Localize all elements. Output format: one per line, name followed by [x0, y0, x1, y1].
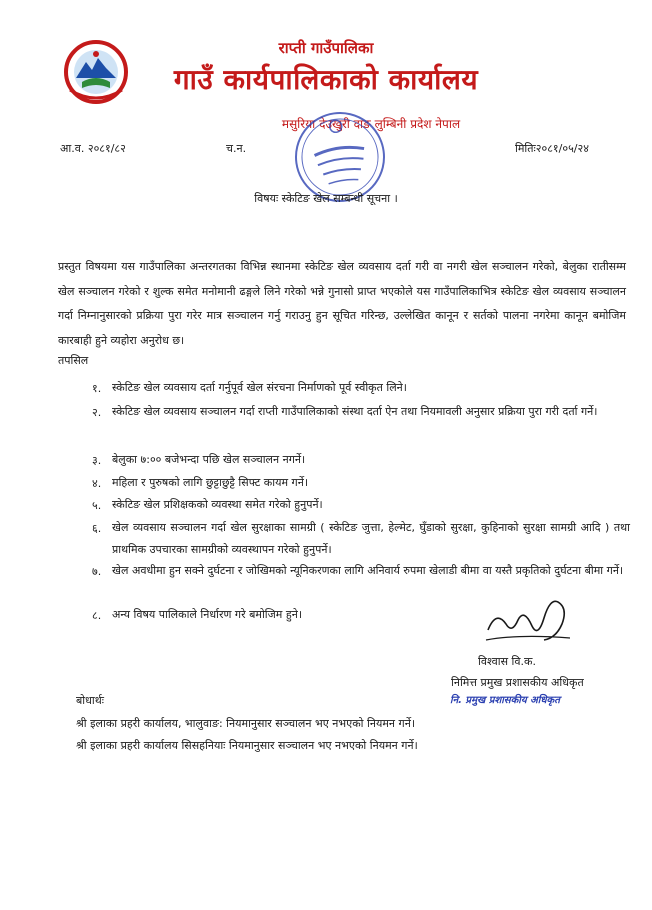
list-item: स्केटिङ खेल प्रशिक्षकको व्यवस्था समेत गरेको हुनुपर्ने। — [112, 498, 323, 511]
list-item: स्केटिङ खेल व्यवसाय दर्ता गर्नुपूर्व खेल संरचना निर्माणको पूर्व स्वीकृत लिने। — [112, 381, 407, 394]
list-item: खेल व्यवसाय सञ्चालन गर्दा खेल सुरक्षाका सामग्री ( स्केटिङ जुत्ता, हेल्मेट, घुँडाको सुरक्षा, कुहिनाको सुरक्षा सामग्री आदि ) तथा प्राथमिक उपचारका सामग्रीको व्यवस्थापन गरेको हुनुपर्ने। — [112, 521, 630, 556]
body-paragraph: प्रस्तुत विषयमा यस गाउँपालिका अन्तरगतका विभिन्न स्थानमा स्केटिङ खेल व्यवसाय दर्ता गरी वा नगरी खेल सञ्चालन गरेको, बेलुका रातीसम्म खेल सञ्चालन गरेको र शुल्क समेत मनोमानी ढङ्गले लिने गरेको भन्ने गुनासो प्राप्त भएकोले यस गाउँपालिकाभित्र स्केटिङ खेल व्यवसाय सञ्चालन गर्दा निम्नानुसारको प्रक्रिया पुरा गरेर मात्र सञ्चालन गर्नु गराउनु हुन सूचित गरिन्छ, उल्लेखित कानून र सर्तको पालना नगरेमा कानून बमोजिम कारबाही हुने व्यहोरा अनुरोध छ। — [58, 260, 626, 347]
list-item-number: ६. — [92, 522, 102, 535]
signatory-title: निमित्त प्रमुख प्रशासकीय अधिकृत — [451, 676, 584, 689]
list-item: स्केटिङ खेल व्यवसाय सञ्चालन गर्दा राप्ती गाउँपालिकाको संस्था दर्ता ऐन तथा नियमावली अनुसार प्रक्रिया पुरा गरी दर्ता गर्ने। — [112, 405, 598, 418]
fiscal-year: आ.व. २०८१/८२ — [60, 142, 126, 155]
signatory-name: विश्वास वि.क. — [478, 655, 536, 668]
letter-date: मितिः२०८१/०५/२४ — [515, 142, 589, 155]
list-item: खेल अवधीमा हुन सक्ने दुर्घटना र जोखिमको न्यूनिकरणका लागि अनिवार्य रुपमा खेलाडी बीमा वा यस्तै प्रकृतिको दुर्घटना बीमा गर्ने। — [112, 564, 624, 577]
office-address: मसुरिया देउखुरी दाङ लुम्बिनी प्रदेश नेपाल — [281, 117, 461, 131]
signatory-stamp: नि. प्रमुख प्रशासकीय अधिकृत — [450, 695, 560, 706]
list-item-number: ८. — [92, 609, 102, 622]
handwritten-signature — [478, 590, 578, 652]
list-item-number: १. — [92, 382, 102, 395]
cc-line: श्री इलाका प्रहरी कार्यालय, भालुवाङ: नियमानुसार सञ्चालन भए नभएको नियमन गर्ने। — [76, 717, 415, 730]
list-item: महिला र पुरुषको लागि छुट्टाछुट्टै सिफ्ट कायम गर्ने। — [112, 476, 308, 489]
reference-number: च.न. — [226, 142, 247, 155]
list-item-number: ५. — [92, 499, 102, 512]
list-item: अन्य विषय पालिकाले निर्धारण गरे बमोजिम हुने। — [112, 608, 302, 621]
tapasil-label: तपसिल — [58, 354, 89, 367]
list-item-number: ४. — [92, 477, 102, 490]
subject-line: विषयः स्केटिङ खेल सम्बन्धी सूचना । — [254, 192, 398, 205]
list-item: बेलुका ७:०० बजेभन्दा पछि खेल सञ्चालन नगर्ने। — [112, 453, 306, 466]
cc-line: श्री इलाका प्रहरी कार्यालय सिसहनियाः नियमानुसार सञ्चालन भए नभएको नियमन गर्ने। — [76, 739, 418, 752]
list-item-number: २. — [92, 406, 102, 419]
list-item-number: ७. — [92, 565, 102, 578]
cc-label: बोधार्थः — [76, 694, 104, 707]
municipality-name: राप्ती गाउँपालिका — [278, 39, 374, 57]
list-item-number: ३. — [92, 454, 102, 467]
office-title: गाउँ कार्यपालिकाको कार्यालय — [173, 63, 479, 96]
